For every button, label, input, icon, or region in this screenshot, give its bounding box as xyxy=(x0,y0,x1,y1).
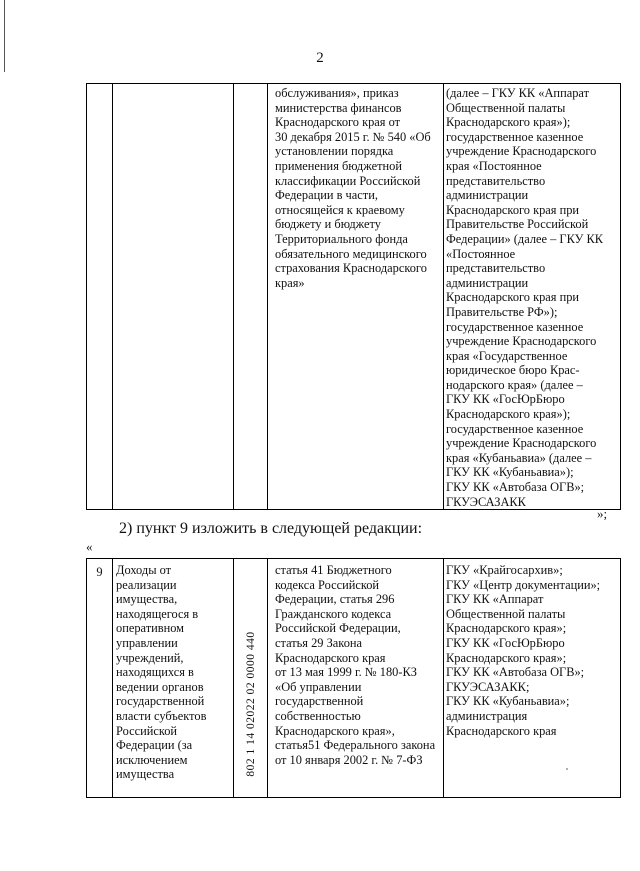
text-line: государственной xyxy=(116,694,205,709)
text-line: Федерации (за xyxy=(116,738,193,753)
text-line: ведении органов xyxy=(116,679,204,694)
text-line: государственное казенное xyxy=(446,129,584,144)
text-line: статья51 Федерального закона xyxy=(275,738,436,753)
text-line: Федерации в части, xyxy=(275,188,378,203)
text-line: администрации xyxy=(446,275,529,290)
text-line: Правительстве РФ»); xyxy=(446,304,558,319)
text-line: Территориального фонда xyxy=(275,231,408,246)
text-line: статья 41 Бюджетного xyxy=(275,563,392,577)
text-line: Краснодарского края», xyxy=(275,723,395,738)
text-line: представительство xyxy=(446,173,546,188)
text-line: имущества, xyxy=(116,592,178,607)
text-line: учреждение Краснодарского xyxy=(446,436,597,451)
text-line: относящейся к краевому xyxy=(275,202,405,217)
text-line: ГКУ «Крайгосархив»; xyxy=(446,563,563,577)
text-line: ГКУ КК «Кубаньавиа»; xyxy=(446,694,570,709)
text-line: Общественной палаты xyxy=(446,100,566,115)
text-line: бюджету и бюджету xyxy=(275,217,381,232)
text-line: 30 декабря 2015 г. № 540 «Об xyxy=(275,129,431,144)
text-line: ГКУ КК «Аппарат xyxy=(446,592,544,607)
number-cell xyxy=(87,84,113,510)
administrators-cell xyxy=(444,559,621,798)
text-line: оперативном xyxy=(116,621,185,636)
text-line: Доходы от xyxy=(116,563,172,577)
administrators-cell xyxy=(444,84,621,510)
text-line: Федерации, статья 296 xyxy=(275,592,395,607)
text-line: края «Государственное xyxy=(446,348,568,363)
text-line: государственное казенное xyxy=(446,319,584,334)
text-line: государственной xyxy=(275,694,364,709)
text-line: Краснодарского края при xyxy=(446,202,580,217)
text-line: Российской Федерации, xyxy=(275,621,401,636)
text-line: представительство xyxy=(446,261,546,276)
text-line: края» xyxy=(275,275,305,290)
legal-basis-cell xyxy=(268,84,444,510)
text-line: Краснодарского края»; xyxy=(446,650,567,665)
text-line: реализации xyxy=(116,577,177,592)
text-line: установлении порядка xyxy=(275,144,394,159)
table-row xyxy=(87,559,621,798)
item-9-table xyxy=(86,558,621,798)
continuation-table xyxy=(86,83,621,510)
text-line: учреждений, xyxy=(116,650,184,665)
closing-quote: »; xyxy=(597,506,608,521)
scan-speck xyxy=(566,768,568,770)
text-line: края «Кубаньавиа» (далее – xyxy=(446,450,592,465)
row-number-cell xyxy=(87,559,113,798)
text-line: кодекса Российской xyxy=(275,577,380,592)
code-cell xyxy=(234,84,268,510)
legal-basis-cell xyxy=(268,559,444,798)
text-line: ГКУ «Центр документации»; xyxy=(446,577,601,592)
row-number: 9 xyxy=(96,565,103,579)
text-line: Российской xyxy=(116,723,178,738)
text-line: страхования Краснодарского xyxy=(275,261,427,276)
text-line: статья 29 Закона xyxy=(275,635,363,650)
text-line: ГКУ КК «Автобаза ОГВ»; xyxy=(446,480,585,495)
text-line: «Об управлении xyxy=(275,679,362,694)
text-line: Краснодарского края от xyxy=(275,115,401,130)
text-line: ГКУ КК «Кубаньавиа»); xyxy=(446,465,574,480)
description-cell xyxy=(113,84,234,510)
page-number: 2 xyxy=(316,50,324,66)
text-line: юридическое бюро Крас- xyxy=(446,363,580,378)
text-line: от 13 мая 1999 г. № 180-КЗ xyxy=(275,665,417,680)
text-line: Краснодарского края»); xyxy=(446,407,571,422)
code-cell xyxy=(234,559,268,798)
text-line: нодарского края» (далее – xyxy=(446,377,583,392)
text-line: управлении xyxy=(116,635,178,650)
text-line: Федерации» (далее – ГКУ КК xyxy=(446,231,604,246)
text-line: министерства финансов xyxy=(275,100,402,115)
text-line: администрация xyxy=(446,708,528,723)
opening-quote: « xyxy=(86,539,93,554)
text-line: ГКУ КК «ГосЮрБюро xyxy=(446,635,565,650)
text-line: Общественной палаты xyxy=(446,606,566,621)
text-line: «Постоянное xyxy=(446,246,516,261)
text-line: Гражданского кодекса xyxy=(275,606,392,621)
text-line: учреждение Краснодарского xyxy=(446,144,597,159)
text-line: Краснодарского края при xyxy=(446,290,580,305)
text-line: ГКУ КК «ГосЮрБюро xyxy=(446,392,565,407)
text-line: обслуживания», приказ xyxy=(275,86,399,100)
text-line: Краснодарского края xyxy=(446,723,557,738)
description-cell xyxy=(113,559,234,798)
text-line: применения бюджетной xyxy=(275,158,402,173)
text-line: ГКУЭСАЗАКК; xyxy=(446,679,530,694)
text-line: Правительстве Российской xyxy=(446,217,589,232)
text-line: администрации xyxy=(446,188,529,203)
text-line: Краснодарского края»); xyxy=(446,115,571,130)
text-line: ГКУЭСАЗАКК xyxy=(446,494,526,509)
text-line: Краснодарского края»; xyxy=(446,621,567,636)
text-line: находящегося в xyxy=(116,606,199,621)
text-line: имущества xyxy=(116,767,175,782)
text-line: находящихся в xyxy=(116,665,194,680)
table-row xyxy=(87,84,621,510)
text-line: государственное казенное xyxy=(446,421,584,436)
text-line: Краснодарского края xyxy=(275,650,386,665)
text-line: собственностью xyxy=(275,708,361,723)
budget-classification-code: 802 1 14 02022 02 0000 440 xyxy=(244,631,257,777)
text-line: власти субъектов xyxy=(116,708,207,723)
text-line: учреждение Краснодарского xyxy=(446,334,597,349)
text-line: ГКУ КК «Автобаза ОГВ»; xyxy=(446,665,585,680)
text-line: обязательного медицинского xyxy=(275,246,427,261)
text-line: исключением xyxy=(116,752,188,767)
amendment-instruction: 2) пункт 9 изложить в следующей редакции: xyxy=(119,520,423,537)
text-line: (далее – ГКУ КК «Аппарат xyxy=(446,86,589,100)
text-line: края «Постоянное xyxy=(446,158,542,173)
text-line: от 10 января 2002 г. № 7-ФЗ xyxy=(275,752,423,767)
text-line: классификации Российской xyxy=(275,173,421,188)
